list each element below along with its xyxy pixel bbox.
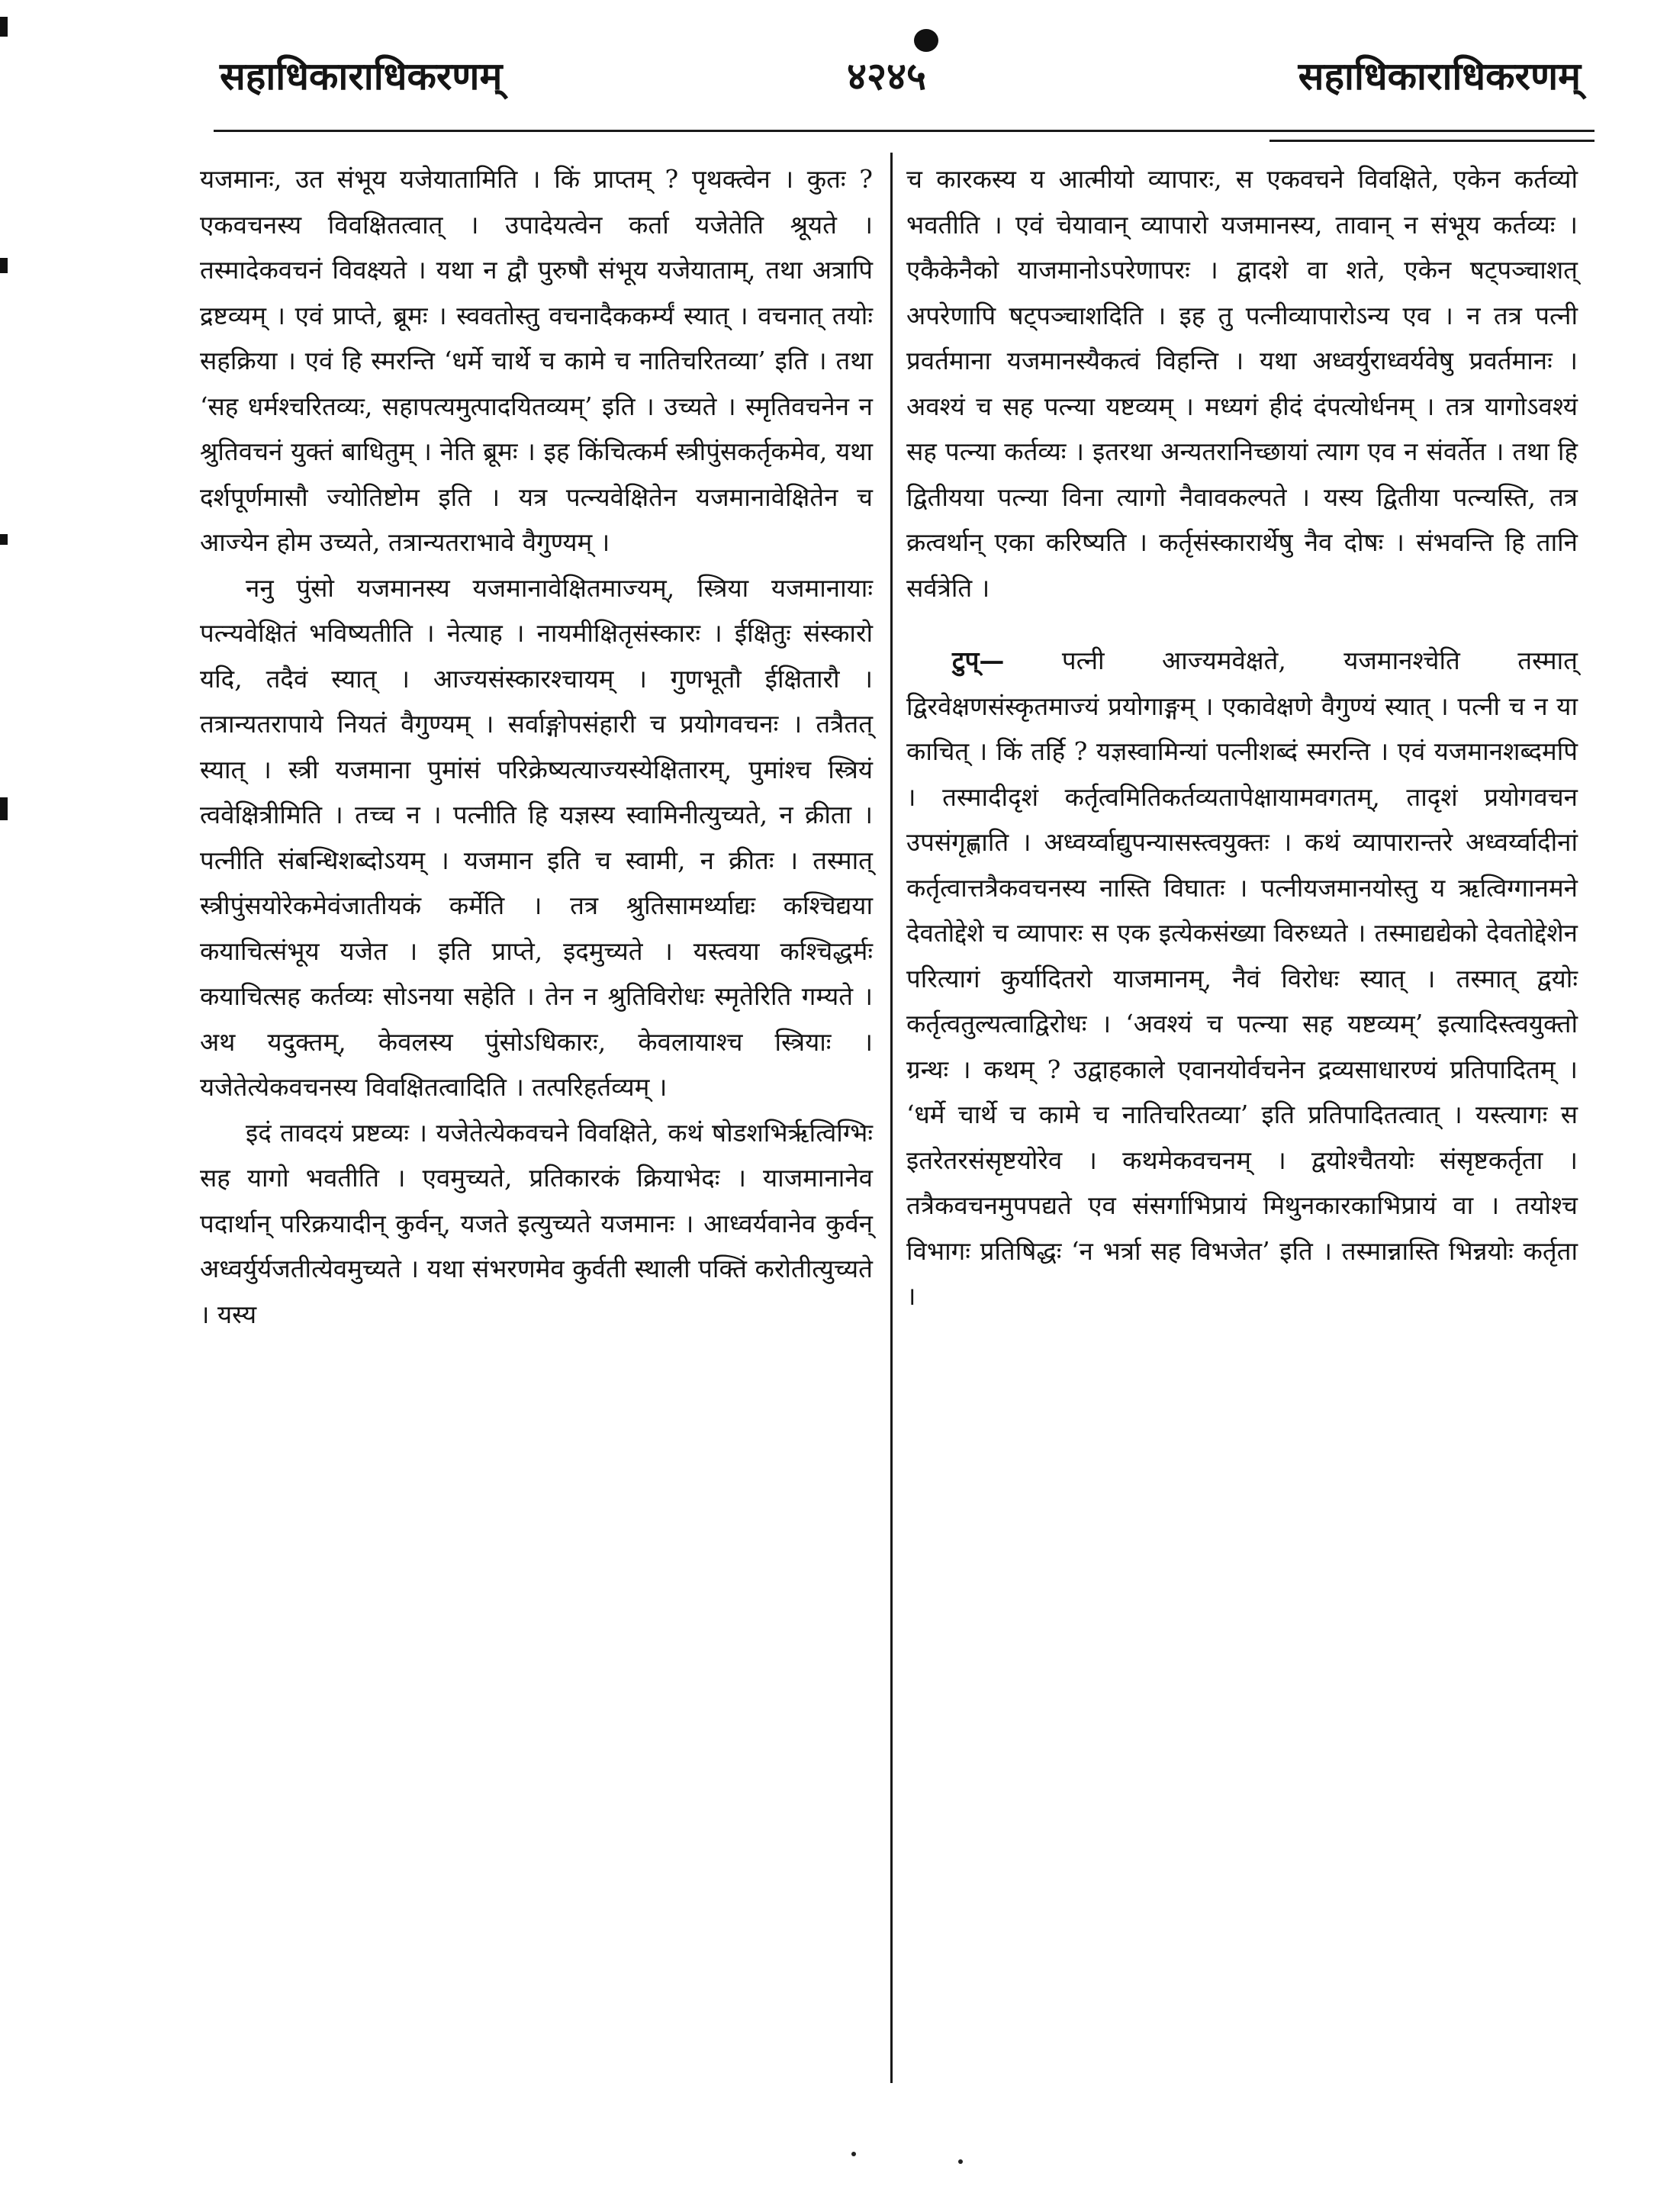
paragraph: ननु पुंसो यजमानस्य यजमानावेक्षितमाज्यम्, स्त्रिया यजमानायाः पत्न्यवेक्षितं भविष्यतीति । नेत्याह । नायमीक्षितृसंस्कारः । ईक्षितुः संस्कारो यदि, तदैवं स्यात् । आज्यसंस्कारश्चायम् । गुणभूतौ ईक्षितारौ । तत्रान्यतरापाये नियतं वैगुण्यम् । सर्वाङ्गोपसंहारी च प्रयोगवचनः । तत्रैतत् स्यात् । स्त्री यजमाना पुमांसं परिक्रेष्यत्याज्यस्येक्षितारम्, पुमांश्च स्त्रियं त्ववेक्षित्रीमिति । तच्च न । पत्नीति हि यज्ञस्य स्वामिनीत्युच्यते, न क्रीता । पत्नीति संबन्धिशब्दोऽयम् । यजमान इति च स्वामी, न क्रीतः । तस्मात् स्त्रीपुंसयोरेकमेवंजातीयकं कर्मेति । तत्र श्रुतिसामर्थ्याद्यः कश्चिद्यया कयाचित्संभूय यजेत । इति प्राप्ते, इदमुच्यते । यस्त्वया कश्चिद्धर्मः कयाचित्सह कर्तव्यः सोऽनया सहेति । तेन न श्रुतिविरोधः स्मृतेरिति गम्यते । अथ यदुक्तम्, केवलस्य पुंसोऽधिकारः, केवलायाश्च स्त्रियाः । यजेतेत्येकवचनस्य विवक्षितत्वादिति । तत्परिहर्तव्यम् । bbox=[200, 572, 873, 1102]
margin-mark bbox=[0, 534, 8, 545]
speck bbox=[958, 2159, 963, 2164]
header-rule-double bbox=[1269, 140, 1594, 142]
margin-mark bbox=[0, 17, 8, 37]
tup-label: टुप्— bbox=[952, 646, 1005, 675]
page-number: ४२४५ bbox=[847, 53, 926, 98]
paragraph: यजमानः, उत संभूय यजेयातामिति । किं प्राप्तम् ? पृथक्त्वेन । कुतः ? एकवचनस्य विवक्षितत्वात् । उपादेयत्वेन कर्ता यजेतेति श्रूयते । तस्मादेकवचनं विवक्ष्यते । यथा न द्वौ पुरुषौ संभूय यजेयाताम्, तथा अत्रापि द्रष्टव्यम् । एवं प्राप्ते, ब्रूमः । स्ववतोस्तु वचनादैककर्म्यं स्यात् । वचनात् तयोः सहक्रिया । एवं हि स्मरन्ति ‘धर्मे चार्थे च कामे च नातिचरितव्या’ इति । तथा ‘सह धर्मश्चरितव्यः, सहापत्यमुत्पादयितव्यम्’ इति । उच्यते । स्मृतिवचनेन न श्रुतिवचनं युक्तं बाधितुम् । नेति ब्रूमः । इह किंचित्कर्म स्त्रीपुंसकर्तृकमेव, यथा दर्शपूर्णमासौ ज्योतिष्टोम इति । यत्र पत्न्यवेक्षितेन यजमानावेक्षितेन च आज्येन होम उच्यते, तत्रान्यतराभावे वैगुण्यम् । bbox=[200, 164, 873, 557]
paragraph-text: पत्नी आज्यमवेक्षते, यजमानश्चेति तस्मात् द्विरवेक्षणसंस्कृतमाज्यं प्रयोगाङ्गम् । एकावेक्षणे वैगुण्यं स्यात् । पत्नी च न या काचित् । किं तर्हि ? यज्ञस्वामिन्यां पत्नीशब्दं स्मरन्ति । एवं यजमानशब्दमपि । तस्मादीदृशं कर्तृत्वमितिकर्तव्यतापेक्षायामवगतम्, तादृशं प्रयोगवचन उपसंगृह्णाति । अध्वर्य्वाद्युपन्यासस्त्वयुक्तः । कथं व्यापारान्तरे अध्वर्य्वादीनां कर्तृत्वात्तत्रैकवचनस्य नास्ति विघातः । पत्नीयजमानयोस्तु य ऋत्विग्गानमने देवतोद्देशे च व्यापारः स एक इत्येकसंख्या विरुध्यते । तस्माद्यद्येको देवतोद्देशेन परित्यागं कुर्यादितरो याजमानम्, नैवं विरोधः स्यात् । तस्मात् द्वयोः कर्तृत्वतुल्यत्वाद्विरोधः । ‘अवश्यं च पत्न्या सह यष्टव्यम्’ इत्यादिस्त्वयुक्तो ग्रन्थः । कथम् ? उद्वाहकाले एवानयोर्वचनेन द्रव्यसाधारण्यं प्रतिपादितम् । ‘धर्मे चार्थे च कामे च नातिचरितव्या’ इति प्रतिपादितत्वात् । यस्त्यागः स इतरेतरसंसृष्टयोरेव । कथमेकवचनम् । द्वयोश्चैतयोः संसृष्टकर्तृता । तत्रैकवचनमुपपद्यते एव संसर्गाभिप्रायं मिथुनकारकाभिप्रायं वा । तयोश्च विभागः प्रतिषिद्धः ‘न भर्त्रा सह विभजेत’ इति । तस्मान्नास्ति भिन्नयोः कर्तृता । bbox=[906, 646, 1578, 1311]
ink-blot bbox=[914, 29, 938, 52]
header-rule bbox=[214, 130, 1594, 132]
running-head-left: सहाधिकाराधिकरणम् bbox=[220, 53, 503, 98]
paragraph: च कारकस्य य आत्मीयो व्यापारः, स एकवचने विवक्षिते, एकेन कर्तव्यो भवतीति । एवं चेयावान् व्यापारो यजमानस्य, तावान् न संभूय कर्तव्यः । एकैकेनैको याजमानोऽपरेणापरः । द्वादशे वा शते, एकेन षट्पञ्चाशत् अपरेणापि षट्पञ्चाशदिति । इह तु पत्नीव्यापारोऽन्य एव । न तत्र पत्नी प्रवर्तमाना यजमानस्यैकत्वं विहन्ति । यथा अध्वर्युराध्वर्यवेषु प्रवर्तमानः । अवश्यं च सह पत्न्या यष्टव्यम् । मध्यगं हीदं दंपत्योर्धनम् । तत्र यागोऽवश्यं सह पत्न्या कर्तव्यः । इतरथा अन्यतरानिच्छायां त्याग एव न संवर्तेत । तथा हि द्वितीयया पत्न्या विना त्यागो नैवावकल्पते । यस्य द्वितीया पत्न्यस्ति, तत्र क्रत्वर्थान् एका करिष्यति । कर्तृसंस्कारार्थेषु नैव दोषः । संभवन्ति हि तानि सर्वत्रेति । bbox=[906, 164, 1578, 603]
right-column bbox=[906, 156, 1578, 1319]
speck bbox=[851, 2152, 856, 2156]
tupteeka-paragraph bbox=[906, 638, 1578, 1319]
paragraph: इदं तावदयं प्रष्टव्यः । यजेतेत्येकवचने विवक्षिते, कथं षोडशभिर्ऋत्विग्भिः सह यागो भवतीति । एवमुच्यते, प्रतिकारकं क्रियाभेदः । याजमानानेव पदार्थान् परिक्रयादीन् कुर्वन्, यजते इत्युच्यते यजमानः । आध्वर्यवानेव कुर्वन् अध्वर्युर्यजतीत्येवमुच्यते । यथा संभरणमेव कुर्वती स्थाली पक्तिं करोतीत्युच्यते । यस्य bbox=[200, 1117, 873, 1329]
paragraph-gap bbox=[906, 610, 1578, 638]
margin-mark bbox=[0, 258, 8, 273]
column-divider bbox=[890, 153, 893, 2083]
left-column bbox=[200, 156, 873, 1337]
running-head-right: सहाधिकाराधिकरणम् bbox=[1298, 53, 1581, 98]
margin-mark bbox=[0, 797, 8, 820]
